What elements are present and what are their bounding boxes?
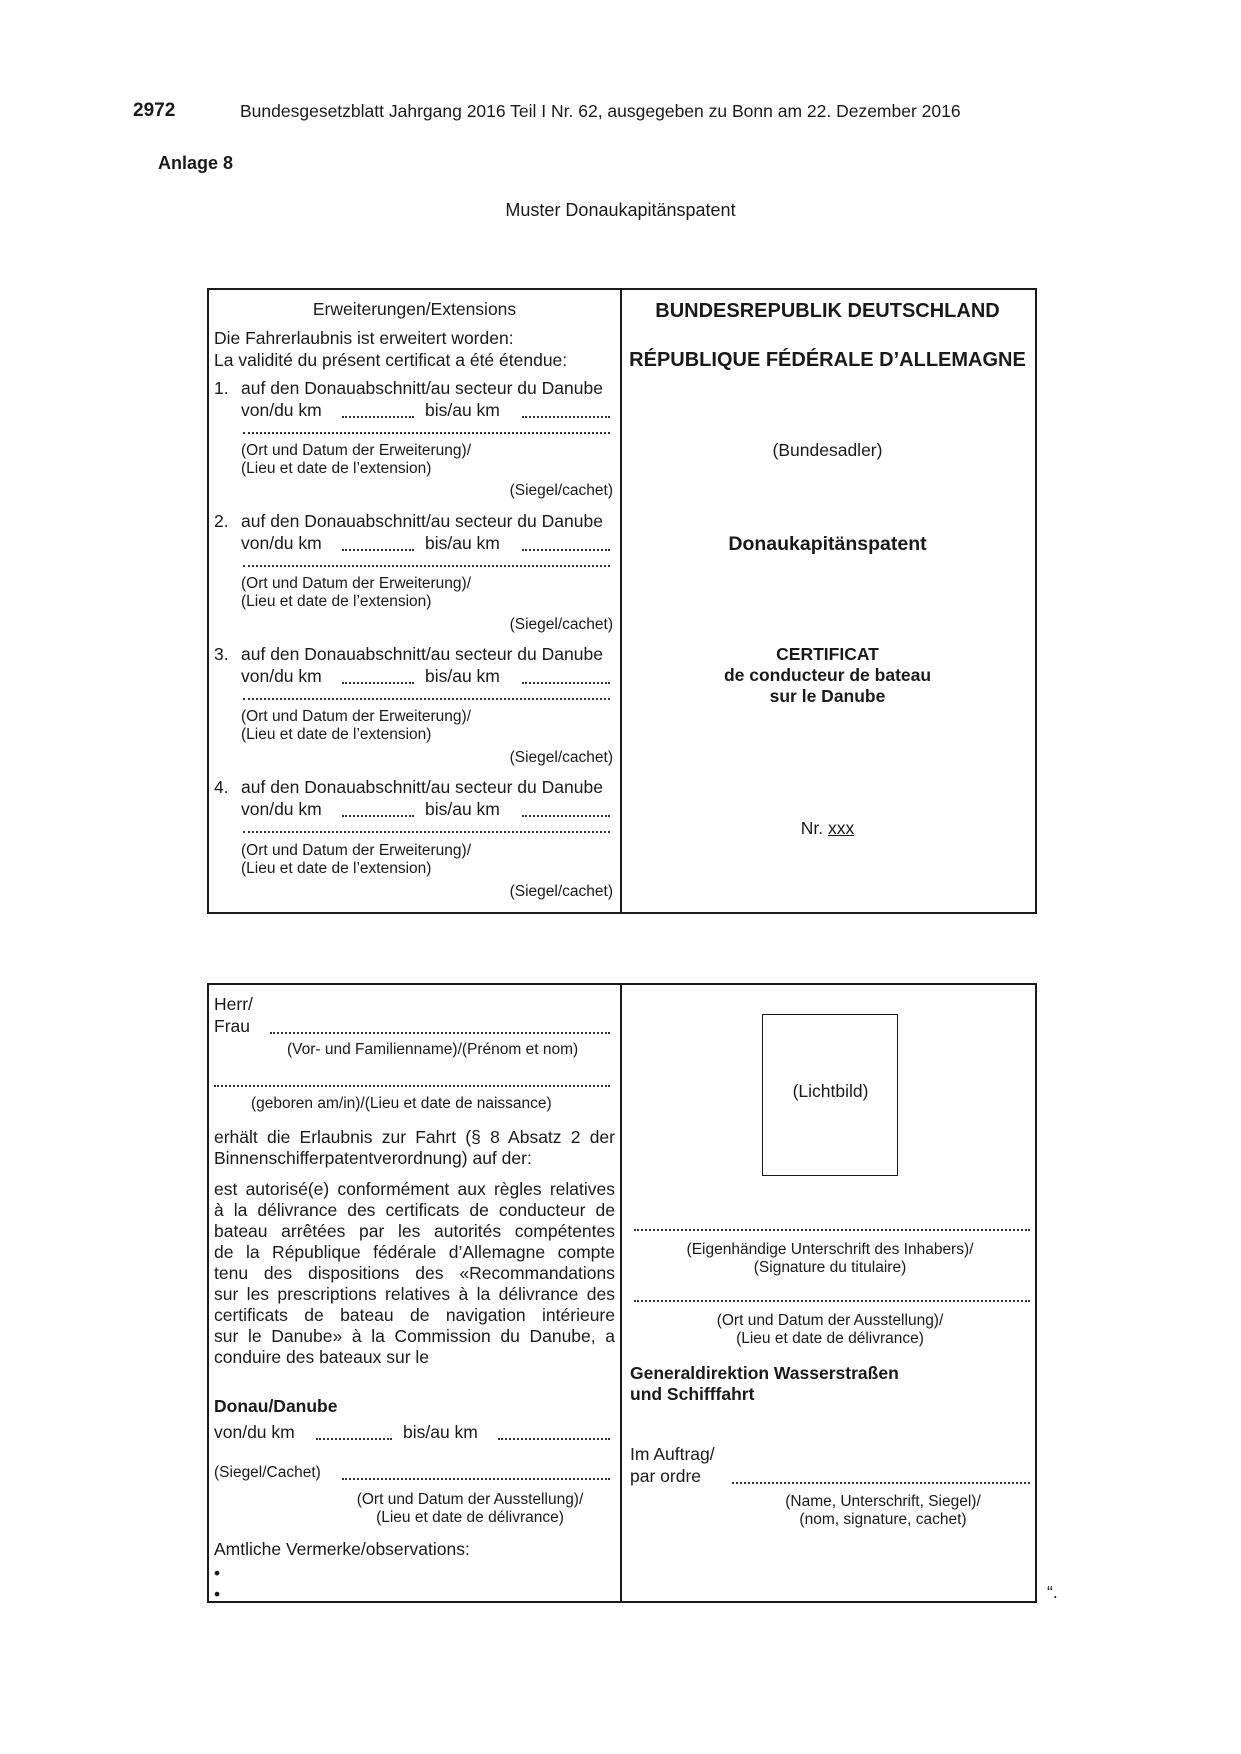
extension-seal-caption: (Siegel/cachet) bbox=[509, 616, 613, 633]
extension-from-label: von/du km bbox=[241, 533, 322, 553]
extension-number: 4. bbox=[214, 777, 229, 797]
extension-sector: auf den Donauabschnitt/au secteur du Danube bbox=[241, 644, 603, 664]
remarks-bullet-2: • bbox=[214, 1584, 221, 1604]
by-order-fr: par ordre bbox=[630, 1466, 702, 1486]
birth-field[interactable] bbox=[214, 1085, 610, 1087]
extension-to-field[interactable] bbox=[522, 549, 610, 551]
extension-seal-caption: (Siegel/cachet) bbox=[509, 883, 613, 900]
permission-fr-line: de la République fédérale d’Allemagne compte bbox=[214, 1242, 615, 1262]
extension-place-caption-fr: (Lieu et date de l’extension) bbox=[241, 460, 432, 477]
page-number: 2972 bbox=[133, 100, 176, 121]
holder-signature-field[interactable] bbox=[634, 1229, 1030, 1231]
extension-place-field[interactable] bbox=[243, 831, 610, 833]
extension-to-field[interactable] bbox=[522, 416, 610, 418]
license-number-value: xxx bbox=[828, 818, 855, 838]
permission-fr-line: sur les prescriptions relatives à la délivrance des bbox=[214, 1284, 615, 1304]
permission-fr-line: tenu des dispositions des «Recommandations bbox=[214, 1263, 615, 1283]
license-title: Donaukapitänspatent bbox=[728, 533, 927, 555]
extension-place-caption-de: (Ort und Datum der Erweiterung)/ bbox=[241, 575, 472, 592]
signature-caption-fr: (Signature du titulaire) bbox=[753, 1259, 907, 1276]
issue-place-date-field-right[interactable] bbox=[634, 1300, 1030, 1302]
extension-place-caption-de: (Ort und Datum der Erweiterung)/ bbox=[241, 708, 472, 725]
certificat-line-1: CERTIFICAT bbox=[776, 644, 879, 664]
extension-from-field[interactable] bbox=[342, 549, 414, 551]
license-number bbox=[622, 818, 1033, 839]
extension-from-field[interactable] bbox=[342, 815, 414, 817]
permission-de: erhält die Erlaubnis zur Fahrt (§ 8 Absatz 2 der Binnenschifferpatentverordnung) auf der: bbox=[214, 1127, 615, 1168]
gazette-header: Bundesgesetzblatt Jahrgang 2016 Teil I Nr. 62, ausgegeben zu Bonn am 22. Dezember 2016 bbox=[240, 101, 961, 121]
extension-place-field[interactable] bbox=[243, 432, 610, 434]
extension-place-caption-fr: (Lieu et date de l’extension) bbox=[241, 860, 432, 877]
extension-to-field[interactable] bbox=[522, 815, 610, 817]
country-name-de: BUNDESREPUBLIK DEUTSCHLAND bbox=[655, 300, 1000, 322]
extension-place-field[interactable] bbox=[243, 565, 610, 567]
extension-place-field[interactable] bbox=[243, 698, 610, 700]
extension-from-field[interactable] bbox=[342, 416, 414, 418]
issue-caption-de: (Ort und Datum der Ausstellung)/ bbox=[356, 1491, 584, 1508]
extension-sector: auf den Donauabschnitt/au secteur du Danube bbox=[241, 511, 603, 531]
extensions-intro-de: Die Fahrerlaubnis ist erweitert worden: bbox=[214, 328, 514, 348]
issue-caption-fr: (Lieu et date de délivrance) bbox=[376, 1509, 564, 1526]
official-caption-fr: (nom, signature, cachet) bbox=[799, 1511, 967, 1528]
card-back-divider bbox=[620, 983, 622, 1601]
country-name-fr: RÉPUBLIQUE FÉDÉRALE D’ALLEMAGNE bbox=[629, 349, 1026, 371]
extensions-intro-fr: La validité du présent certificat a été étendue: bbox=[214, 350, 568, 370]
birth-caption: (geboren am/in)/(Lieu et date de naissance) bbox=[251, 1095, 552, 1112]
salutation-frau: Frau bbox=[214, 1016, 250, 1036]
official-caption-de: (Name, Unterschrift, Siegel)/ bbox=[785, 1493, 981, 1510]
extension-from-field[interactable] bbox=[342, 682, 414, 684]
extension-number: 2. bbox=[214, 511, 229, 531]
salutation-herr: Herr/ bbox=[214, 994, 253, 1014]
extension-from-label: von/du km bbox=[241, 799, 322, 819]
closing-quote-mark: “. bbox=[1047, 1582, 1058, 1602]
license-number-label: Nr. bbox=[800, 818, 824, 838]
permission-fr-line: à la délivrance des certificats de conducteur de bbox=[214, 1200, 615, 1220]
extension-to-label: bis/au km bbox=[425, 400, 500, 420]
issue-caption-right-fr: (Lieu et date de délivrance) bbox=[736, 1330, 924, 1347]
authority-line-1: Generaldirektion Wasserstraßen bbox=[630, 1363, 899, 1383]
extension-place-caption-fr: (Lieu et date de l’extension) bbox=[241, 593, 432, 610]
permission-fr-line: est autorisé(e) conformément aux règles relatives bbox=[214, 1179, 615, 1199]
certificat-line-2: de conducteur de bateau bbox=[723, 665, 932, 685]
extension-to-label: bis/au km bbox=[425, 799, 500, 819]
river-to-field[interactable] bbox=[498, 1438, 610, 1440]
by-order-de: Im Auftrag/ bbox=[630, 1444, 715, 1464]
holder-name-field[interactable] bbox=[270, 1032, 610, 1034]
official-remarks-label: Amtliche Vermerke/observations: bbox=[214, 1539, 470, 1559]
signature-caption-de: (Eigenhändige Unterschrift des Inhabers)/ bbox=[686, 1241, 974, 1258]
remarks-bullet-1: • bbox=[214, 1563, 221, 1583]
official-signature-field[interactable] bbox=[732, 1482, 1030, 1484]
certificat-line-3: sur le Danube bbox=[769, 686, 886, 706]
river-label: Donau/Danube bbox=[214, 1396, 338, 1416]
extension-place-caption-fr: (Lieu et date de l’extension) bbox=[241, 726, 432, 743]
authority-line-2: und Schifffahrt bbox=[630, 1384, 755, 1404]
annex-label: Anlage 8 bbox=[158, 153, 234, 173]
river-from-label: von/du km bbox=[214, 1422, 295, 1442]
extension-sector: auf den Donauabschnitt/au secteur du Danube bbox=[241, 777, 603, 797]
extension-seal-caption: (Siegel/cachet) bbox=[509, 749, 613, 766]
document-title: Muster Donaukapitänspatent bbox=[505, 200, 736, 220]
extension-number: 3. bbox=[214, 644, 229, 664]
permission-fr-line: conduire des bateaux sur le bbox=[214, 1347, 429, 1367]
extension-place-caption-de: (Ort und Datum der Erweiterung)/ bbox=[241, 842, 472, 859]
federal-eagle-placeholder: (Bundesadler) bbox=[772, 440, 883, 460]
extension-to-label: bis/au km bbox=[425, 666, 500, 686]
river-from-field[interactable] bbox=[316, 1438, 392, 1440]
permission-fr-line: certificats de bateau de navigation intérieure bbox=[214, 1305, 615, 1325]
extension-seal-caption: (Siegel/cachet) bbox=[509, 482, 613, 499]
photo-placeholder: (Lichtbild) bbox=[792, 1081, 869, 1101]
extension-from-label: von/du km bbox=[241, 400, 322, 420]
extension-place-caption-de: (Ort und Datum der Erweiterung)/ bbox=[241, 442, 472, 459]
extension-sector: auf den Donauabschnitt/au secteur du Danube bbox=[241, 378, 603, 398]
extension-to-field[interactable] bbox=[522, 682, 610, 684]
issue-caption-right-de: (Ort und Datum der Ausstellung)/ bbox=[716, 1312, 944, 1329]
permission-fr-line: bateau arrêtées par les autorités compétentes bbox=[214, 1221, 615, 1241]
extension-number: 1. bbox=[214, 378, 229, 398]
seal-caption: (Siegel/Cachet) bbox=[214, 1464, 321, 1481]
extension-from-label: von/du km bbox=[241, 666, 322, 686]
permission-fr-line: sur le Danube» à la Commission du Danube, a bbox=[214, 1326, 615, 1346]
issue-place-date-field[interactable] bbox=[342, 1478, 610, 1480]
extension-to-label: bis/au km bbox=[425, 533, 500, 553]
holder-name-caption: (Vor- und Familienname)/(Prénom et nom) bbox=[287, 1041, 579, 1058]
river-to-label: bis/au km bbox=[403, 1422, 478, 1442]
extensions-heading: Erweiterungen/Extensions bbox=[312, 299, 517, 319]
